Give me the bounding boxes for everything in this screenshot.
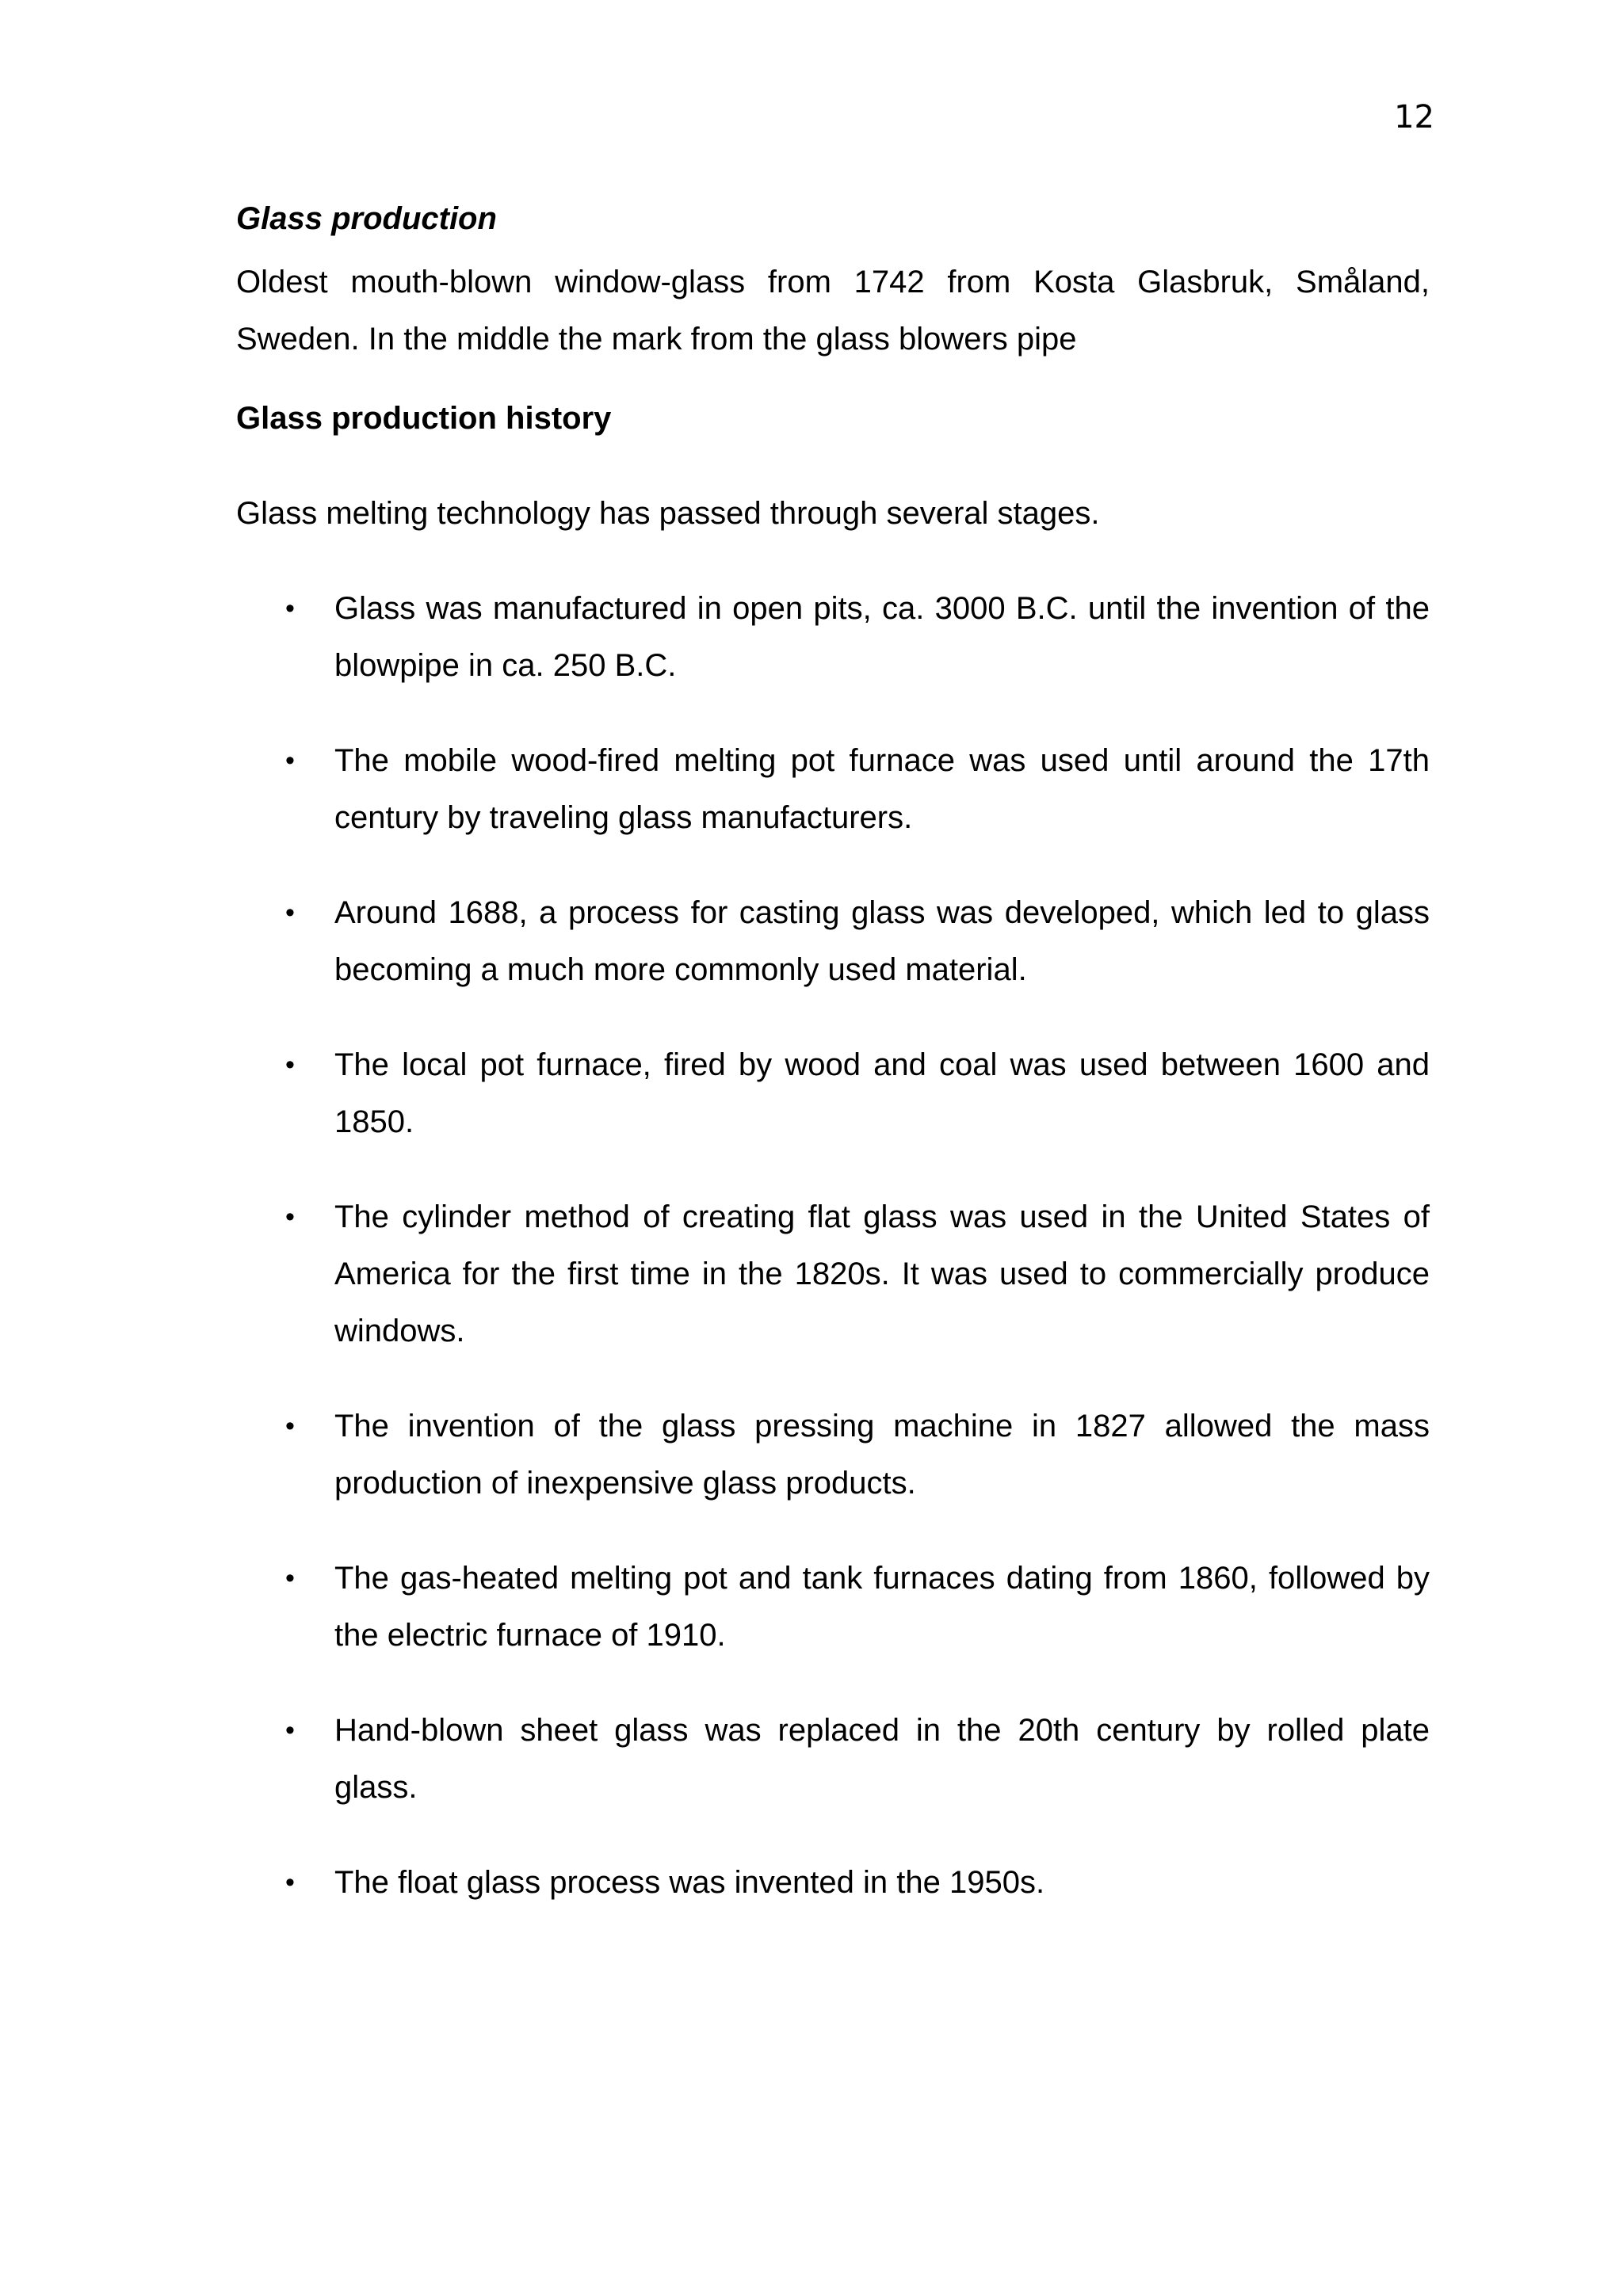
document-body bbox=[236, 196, 1430, 1949]
list-item bbox=[236, 1036, 1430, 1150]
list-item-text: The gas-heated melting pot and tank furnaces dating from 1860, followed by the electric furnace of 1910. bbox=[334, 1561, 1430, 1653]
bullet-icon: • bbox=[285, 593, 295, 624]
list-item bbox=[236, 1550, 1430, 1664]
history-list bbox=[236, 580, 1430, 1911]
bullet-icon: • bbox=[285, 1050, 295, 1080]
intro-paragraph: Glass melting technology has passed through several stages. bbox=[236, 496, 1100, 531]
bullet-icon: • bbox=[285, 898, 295, 928]
list-item bbox=[236, 1854, 1430, 1911]
list-item-text: The invention of the glass pressing machine in 1827 allowed the mass production of inexpensive glass products. bbox=[334, 1409, 1430, 1501]
page-number: 12 bbox=[1394, 99, 1434, 135]
list-item bbox=[236, 1398, 1430, 1512]
bullet-icon: • bbox=[285, 746, 295, 776]
bullet-icon: • bbox=[285, 1202, 295, 1232]
bullet-icon: • bbox=[285, 1715, 295, 1745]
bullet-icon: • bbox=[285, 1411, 295, 1441]
list-item-text: The mobile wood-fired melting pot furnace was used until around the 17th century by traveling glass manufacturers. bbox=[334, 743, 1430, 835]
list-item-text: Hand-blown sheet glass was replaced in the 20th century by rolled plate glass. bbox=[334, 1713, 1430, 1805]
list-item bbox=[236, 884, 1430, 998]
bullet-icon: • bbox=[285, 1563, 295, 1593]
bullet-icon: • bbox=[285, 1867, 295, 1897]
list-item bbox=[236, 580, 1430, 694]
list-item bbox=[236, 1702, 1430, 1816]
section-heading: Glass production history bbox=[236, 401, 612, 436]
caption-text: Oldest mouth-blown window-glass from 1742 from Kosta Glasbruk, Småland, Sweden. In the middle the mark from the glass blowers pipe bbox=[236, 265, 1430, 357]
list-item-text: Glass was manufactured in open pits, ca. 3000 B.C. until the invention of the blowpipe in ca. 250 B.C. bbox=[334, 591, 1430, 683]
list-item bbox=[236, 732, 1430, 846]
list-item-text: The float glass process was invented in the 1950s. bbox=[334, 1865, 1045, 1900]
list-item-text: The cylinder method of creating flat glass was used in the United States of America for the first time in the 1820s. It was used to commercially produce windows. bbox=[334, 1199, 1430, 1348]
caption-title: Glass production bbox=[236, 201, 497, 236]
list-item bbox=[236, 1188, 1430, 1360]
list-item-text: The local pot furnace, fired by wood and coal was used between 1600 and 1850. bbox=[334, 1047, 1430, 1139]
list-item-text: Around 1688, a process for casting glass was developed, which led to glass becoming a much more commonly used material. bbox=[334, 895, 1430, 987]
